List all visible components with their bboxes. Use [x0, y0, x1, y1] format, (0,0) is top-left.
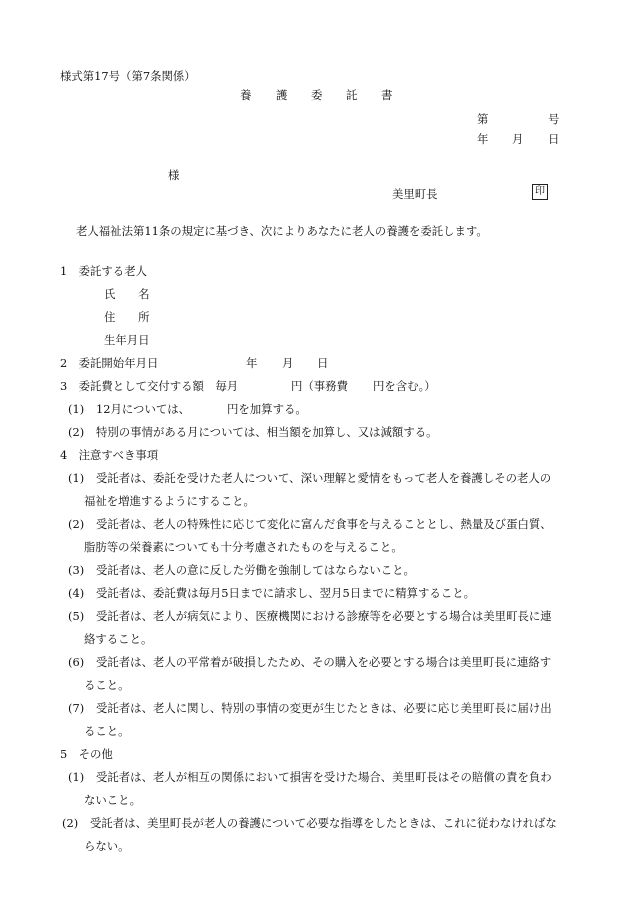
- section3-yen-included: 円を含む。）: [373, 379, 436, 393]
- item-number: (3): [68, 563, 85, 577]
- item-line: ること。: [84, 678, 130, 692]
- addressee-suffix: 様: [168, 168, 180, 182]
- item-line: 受託者は、委託費は毎月5日までに請求し、翌月5日までに精算すること。: [96, 586, 475, 600]
- item-line: 受託者は、老人に関し、特別の事情の変更が生じたときは、必要に応じ美里町長に届け出: [96, 701, 552, 715]
- item-line: 受託者は、委託を受けた老人について、深い理解と愛情をもって老人を養護しその老人の: [96, 471, 552, 485]
- section3-item1-text-b: 円を加算する。: [227, 402, 307, 416]
- item-number: (1): [68, 770, 85, 784]
- section3-item2-num: (2): [68, 425, 85, 439]
- section2-month: 月: [282, 356, 294, 370]
- item-number: (5): [68, 609, 85, 623]
- title-char-4: 託: [346, 88, 358, 102]
- item-line: 受託者は、老人の平常着が破損したため、その購入を必要とする場合は美里町長に連絡す: [96, 655, 552, 669]
- section3-item1-text-a: 12月については、: [96, 402, 191, 416]
- item-number: (7): [68, 701, 85, 715]
- item-line: ること。: [84, 724, 130, 738]
- item-line: らない。: [84, 839, 130, 853]
- item-number: (2): [62, 816, 79, 830]
- item-line: 受託者は、老人の意に反した労働を強制してはならないこと。: [96, 563, 415, 577]
- date-month: 月: [512, 132, 524, 146]
- item-number: (4): [68, 586, 85, 600]
- item-line: 脂肪等の栄養素についても十分考慮されたものを与えること。: [84, 540, 403, 554]
- title-char-3: 委: [311, 88, 323, 102]
- item-line: ないこと。: [84, 793, 141, 807]
- item-line: 絡すること。: [84, 632, 153, 646]
- item-line: 福祉を増進するようにすること。: [84, 494, 255, 508]
- address-label: 住 所: [104, 310, 150, 324]
- section3-item1-num: (1): [68, 402, 85, 416]
- section2-day: 日: [317, 356, 329, 370]
- section2-year: 年: [246, 356, 258, 370]
- name-label: 氏 名: [104, 287, 150, 301]
- item-number: (1): [68, 471, 85, 485]
- section1-heading: 1 委託する老人: [60, 264, 147, 278]
- section2-heading: 2 委託開始年月日: [60, 356, 159, 370]
- item-line: 受託者は、老人が病気により、医療機関における診療等を必要とする場合は美里町長に連: [96, 609, 552, 623]
- section3-item2-text: 特別の事情がある月については、相当額を加算し、又は減額する。: [96, 425, 438, 439]
- form-id: 様式第17号（第7条関係）: [60, 69, 196, 83]
- seal-mark: 印: [532, 184, 548, 200]
- birthdate-label: 生年月日: [104, 333, 150, 347]
- section3-yen: 円（事務費: [291, 379, 348, 393]
- section4-heading: 4 注意すべき事項: [60, 448, 159, 462]
- title-char-5: 書: [381, 88, 393, 102]
- item-number: (6): [68, 655, 85, 669]
- intro-text: 老人福祉法第11条の規定に基づき、次によりあなたに老人の養護を委託します。: [76, 224, 488, 238]
- title-char-2: 護: [276, 88, 288, 102]
- item-line: 受託者は、老人が相互の関係において損害を受けた場合、美里町長はその賠償の責を負わ: [96, 770, 552, 784]
- title-char-1: 養: [240, 88, 252, 102]
- date-day: 日: [548, 132, 560, 146]
- number-suffix: 号: [548, 112, 560, 126]
- section5-heading: 5 その他: [60, 747, 113, 761]
- issuer: 美里町長: [392, 187, 438, 201]
- item-line: 受託者は、美里町長が老人の養護について必要な指導をしたときは、これに従わなければな: [90, 816, 557, 830]
- number-prefix: 第: [477, 112, 489, 126]
- section3-heading: 3 委託費として交付する額 毎月: [60, 379, 239, 393]
- date-year: 年: [477, 132, 489, 146]
- item-line: 受託者は、老人の特殊性に応じて変化に富んだ食事を与えることとし、熱量及び蛋白質、: [96, 517, 552, 531]
- item-number: (2): [68, 517, 85, 531]
